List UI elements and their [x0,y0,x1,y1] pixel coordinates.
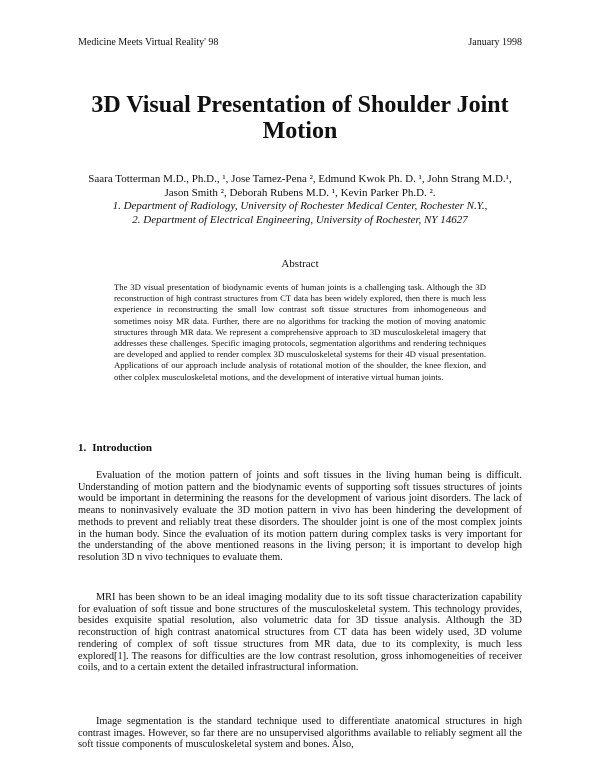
section-title: Introduction [92,442,152,454]
affiliation-1: 1. Department of Radiology, University of Rochester Medical Center, Rochester N.Y., [112,200,488,212]
body-paragraph: Image segmentation is the standard technique used to differentiate anatomical structures in high contrast images. However, so far there are no unsupervised algorithms available to reliably segment all the soft tissue components of musculoskeletal system and bones. Also, [78,716,522,751]
running-header-right: January 1998 [468,37,522,48]
section-heading [78,442,152,454]
running-header-left: Medicine Meets Virtual Reality' 98 [78,37,219,48]
affiliation-2: 2. Department of Electrical Engineering, University of Rochester, NY 14627 [132,214,468,226]
section-number: 1. [78,442,87,454]
paper-title: 3D Visual Presentation of Shoulder Joint Motion [91,92,509,144]
abstract-text: The 3D visual presentation of biodynamic events of human joints is a challenging task. Although the 3D reconstruction of high contrast structures from CT data has been widely explored, then there is much less experience in reconstructing the small low contrast soft tissue structures from inhomogeneous and sometimes noisy MR data. Further, there are no algorithms for tracking the motion of moving anatomic structures through MR data. We represent a comprehensive approach to 3D musculoskeletal imagery that addresses these challenges. Specific imaging protocols, segmentation algorithms and rendering techniques are developed and applied to render complex 3D musculoskeletal systems for their 4D visual presentation. Applications of our approach include analysis of rotational motion of the shoulder, the knee flexion, and other colplex musculoskeletal motions, and the development of interative virtual human joints. [114,282,486,382]
abstract-heading: Abstract [281,258,319,270]
body-paragraph: Evaluation of the motion pattern of joints and soft tissues in the living human being is difficult. Understanding of motion pattern and the biodynamic events of supporting soft tissues structures of joints would be important in determining the reasons for the development of various joint disorders. The lack of means to noninvasively evaluate the 3D motion pattern in vivo has been hindering the development of methods to prevent and reliably treat these disorders. The shoulder joint is one of the most complex joints in the human body. Since the evaluation of its motion pattern during complex tasks is very important for the understanding of the above mentioned reasons in the living person; it is important to develop high resolution 3D n vivo techniques to evaluate them. [78,470,522,563]
author-list: Saara Totterman M.D., Ph.D., ¹, Jose Tamez-Pena ², Edmund Kwok Ph. D. ¹, John Strang M.D.¹, Jason Smith ², Deborah Rubens M.D. ¹, Kevin Parker Ph.D. ². [88,173,512,199]
body-paragraph: MRI has been shown to be an ideal imaging modality due to its soft tissue characterization capability for evaluation of soft tissue and bone structures of the musculoskeletal system. This technology provides, besides exquisite spatial resolution, also volumetric data for 3D tissue analysis. Although the 3D reconstruction of high contrast anatomical structures from CT data has been widely used, 3D volume rendering of complex of soft tissue structures from MR data, due to its complexity, is much less explored[1]. The reasons for difficulties are the low contrast resolution, gross inhomogeneities of receiver coils, and to a certain extent the detailed infrastructural information. [78,592,522,674]
